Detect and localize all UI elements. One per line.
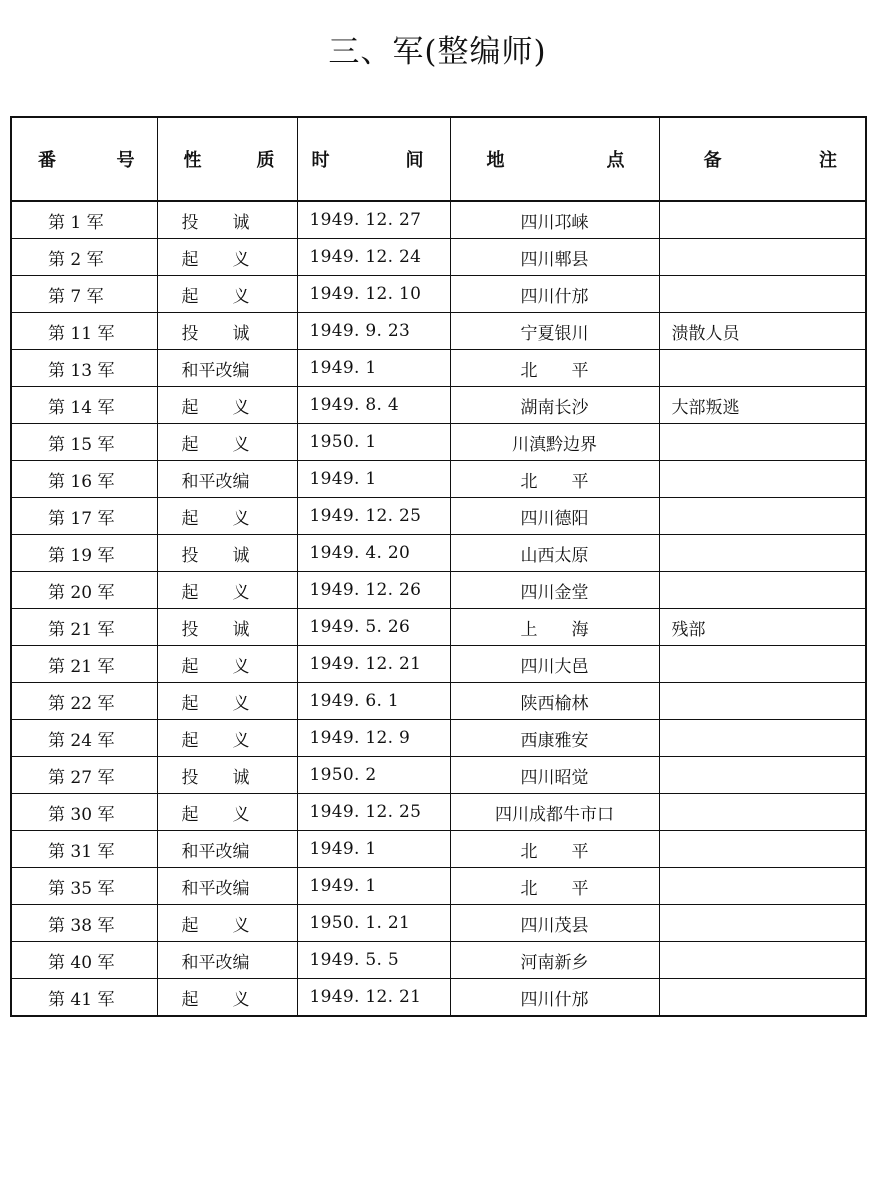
cell-note [659, 239, 866, 276]
cell-nature: 投 诚 [157, 609, 297, 646]
cell-unit-number: 第 1 军 [11, 201, 157, 239]
cell-time: 1949. 5. 5 [297, 942, 450, 979]
table-row [11, 720, 866, 757]
cell-location: 北 平 [450, 831, 659, 868]
cell-note [659, 350, 866, 387]
table-row [11, 646, 866, 683]
cell-location: 宁夏银川 [450, 313, 659, 350]
table-row [11, 498, 866, 535]
cell-note [659, 868, 866, 905]
table-row [11, 201, 866, 239]
table-row [11, 239, 866, 276]
header-time: 时 间 [297, 117, 450, 201]
table-row [11, 831, 866, 868]
cell-location: 陕西榆林 [450, 683, 659, 720]
table-row [11, 868, 866, 905]
cell-note [659, 201, 866, 239]
cell-nature: 起 义 [157, 424, 297, 461]
cell-nature: 和平改编 [157, 831, 297, 868]
cell-note [659, 646, 866, 683]
cell-unit-number: 第 38 军 [11, 905, 157, 942]
header-note: 备 注 [659, 117, 866, 201]
cell-note [659, 905, 866, 942]
cell-nature: 起 义 [157, 794, 297, 831]
cell-nature: 起 义 [157, 498, 297, 535]
cell-time: 1949. 12. 25 [297, 794, 450, 831]
cell-unit-number: 第 15 军 [11, 424, 157, 461]
cell-time: 1949. 12. 27 [297, 201, 450, 239]
cell-nature: 起 义 [157, 905, 297, 942]
table-row [11, 313, 866, 350]
table-row [11, 757, 866, 794]
header-number: 番 号 [11, 117, 157, 201]
table-row [11, 905, 866, 942]
table-row [11, 387, 866, 424]
cell-time: 1949. 1 [297, 831, 450, 868]
cell-unit-number: 第 31 军 [11, 831, 157, 868]
cell-time: 1949. 5. 26 [297, 609, 450, 646]
cell-nature: 投 诚 [157, 313, 297, 350]
cell-time: 1949. 8. 4 [297, 387, 450, 424]
cell-location: 四川什邡 [450, 979, 659, 1017]
cell-time: 1949. 12. 21 [297, 646, 450, 683]
cell-location: 四川昭觉 [450, 757, 659, 794]
table-row [11, 535, 866, 572]
cell-time: 1949. 4. 20 [297, 535, 450, 572]
cell-note [659, 572, 866, 609]
cell-time: 1949. 1 [297, 461, 450, 498]
cell-nature: 起 义 [157, 720, 297, 757]
cell-note [659, 498, 866, 535]
cell-nature: 和平改编 [157, 350, 297, 387]
cell-unit-number: 第 14 军 [11, 387, 157, 424]
cell-note [659, 424, 866, 461]
cell-location: 四川成都牛市口 [450, 794, 659, 831]
cell-nature: 投 诚 [157, 201, 297, 239]
cell-unit-number: 第 7 军 [11, 276, 157, 313]
table-row [11, 424, 866, 461]
cell-location: 四川大邑 [450, 646, 659, 683]
cell-location: 山西太原 [450, 535, 659, 572]
cell-time: 1949. 12. 26 [297, 572, 450, 609]
cell-time: 1949. 1 [297, 350, 450, 387]
cell-location: 四川金堂 [450, 572, 659, 609]
cell-time: 1950. 1. 21 [297, 905, 450, 942]
cell-location: 河南新乡 [450, 942, 659, 979]
cell-unit-number: 第 27 军 [11, 757, 157, 794]
cell-nature: 起 义 [157, 239, 297, 276]
table-row [11, 794, 866, 831]
cell-note: 残部 [659, 609, 866, 646]
cell-note [659, 461, 866, 498]
cell-location: 四川茂县 [450, 905, 659, 942]
army-table [10, 116, 867, 1017]
header-nature: 性 质 [157, 117, 297, 201]
cell-note [659, 979, 866, 1017]
cell-time: 1949. 6. 1 [297, 683, 450, 720]
cell-location: 四川德阳 [450, 498, 659, 535]
cell-note [659, 942, 866, 979]
table-row [11, 350, 866, 387]
cell-time: 1949. 12. 24 [297, 239, 450, 276]
cell-nature: 起 义 [157, 646, 297, 683]
cell-note [659, 757, 866, 794]
cell-unit-number: 第 19 军 [11, 535, 157, 572]
cell-location: 湖南长沙 [450, 387, 659, 424]
cell-unit-number: 第 21 军 [11, 646, 157, 683]
header-row [11, 117, 866, 201]
table-row [11, 979, 866, 1017]
cell-time: 1949. 12. 25 [297, 498, 450, 535]
cell-nature: 和平改编 [157, 461, 297, 498]
cell-location: 上 海 [450, 609, 659, 646]
cell-location: 川滇黔边界 [450, 424, 659, 461]
cell-nature: 起 义 [157, 276, 297, 313]
cell-unit-number: 第 41 军 [11, 979, 157, 1017]
cell-note [659, 683, 866, 720]
table-row [11, 942, 866, 979]
cell-unit-number: 第 11 军 [11, 313, 157, 350]
cell-unit-number: 第 20 军 [11, 572, 157, 609]
cell-unit-number: 第 24 军 [11, 720, 157, 757]
table-row [11, 609, 866, 646]
cell-unit-number: 第 2 军 [11, 239, 157, 276]
cell-time: 1950. 2 [297, 757, 450, 794]
cell-note [659, 535, 866, 572]
table-body [11, 201, 866, 1016]
header-location: 地 点 [450, 117, 659, 201]
cell-note: 大部叛逃 [659, 387, 866, 424]
cell-nature: 起 义 [157, 387, 297, 424]
cell-unit-number: 第 40 军 [11, 942, 157, 979]
table-row [11, 461, 866, 498]
cell-location: 西康雅安 [450, 720, 659, 757]
cell-nature: 投 诚 [157, 757, 297, 794]
cell-unit-number: 第 30 军 [11, 794, 157, 831]
cell-location: 四川邛崃 [450, 201, 659, 239]
table-row [11, 276, 866, 313]
cell-nature: 投 诚 [157, 535, 297, 572]
cell-nature: 和平改编 [157, 942, 297, 979]
cell-note [659, 276, 866, 313]
cell-location: 北 平 [450, 350, 659, 387]
cell-location: 四川什邡 [450, 276, 659, 313]
cell-unit-number: 第 21 军 [11, 609, 157, 646]
cell-location: 北 平 [450, 461, 659, 498]
cell-location: 四川郫县 [450, 239, 659, 276]
table-header [11, 117, 866, 201]
cell-note [659, 794, 866, 831]
cell-note: 溃散人员 [659, 313, 866, 350]
table-container [10, 116, 865, 1017]
cell-unit-number: 第 16 军 [11, 461, 157, 498]
cell-note [659, 720, 866, 757]
cell-time: 1950. 1 [297, 424, 450, 461]
cell-time: 1949. 1 [297, 868, 450, 905]
cell-unit-number: 第 13 军 [11, 350, 157, 387]
cell-time: 1949. 9. 23 [297, 313, 450, 350]
cell-nature: 起 义 [157, 979, 297, 1017]
table-row [11, 572, 866, 609]
cell-unit-number: 第 17 军 [11, 498, 157, 535]
cell-nature: 起 义 [157, 683, 297, 720]
cell-time: 1949. 12. 9 [297, 720, 450, 757]
cell-unit-number: 第 22 军 [11, 683, 157, 720]
cell-nature: 起 义 [157, 572, 297, 609]
cell-location: 北 平 [450, 868, 659, 905]
page-title: 三、军(整编师) [328, 34, 547, 70]
cell-time: 1949. 12. 21 [297, 979, 450, 1017]
cell-note [659, 831, 866, 868]
table-row [11, 683, 866, 720]
cell-nature: 和平改编 [157, 868, 297, 905]
cell-time: 1949. 12. 10 [297, 276, 450, 313]
cell-unit-number: 第 35 军 [11, 868, 157, 905]
